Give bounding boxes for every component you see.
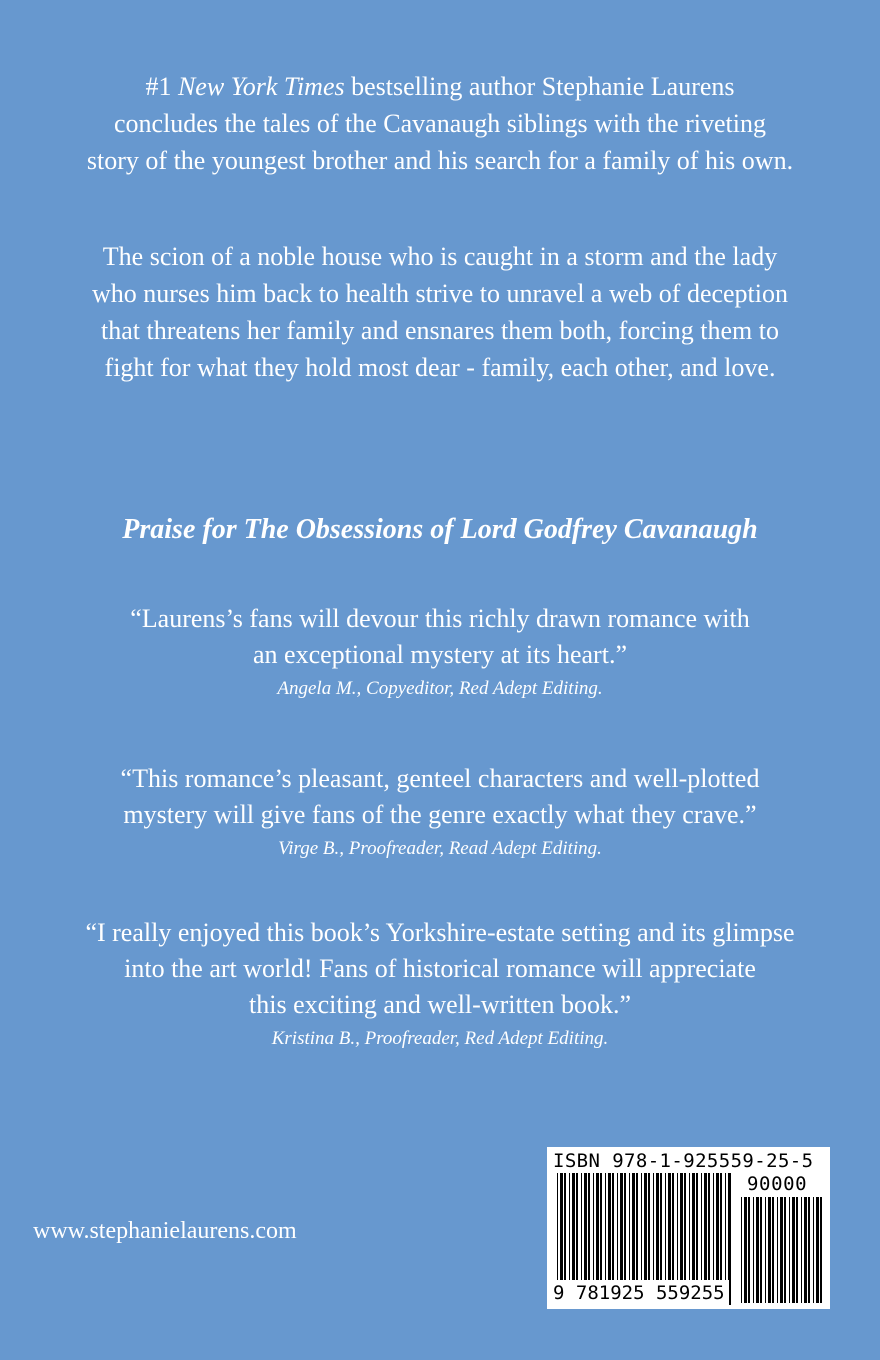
barcode-bar (789, 1197, 790, 1303)
barcode-bar (680, 1173, 683, 1281)
review-1 (20, 601, 860, 704)
blurb-line: story of the youngest brother and his search for a family of his own. (86, 146, 794, 175)
barcode-bar (653, 1173, 654, 1281)
review-2 (20, 761, 860, 864)
barcode-bar (692, 1173, 695, 1281)
barcode-bar (608, 1173, 611, 1281)
barcode-bar (632, 1173, 635, 1281)
barcode-bar (744, 1197, 747, 1303)
barcode-bar (672, 1173, 674, 1281)
review-attribution: Virge B., Proofreader, Read Adept Editing. (278, 838, 602, 859)
barcode-bar (820, 1197, 822, 1303)
barcode-bar (584, 1173, 587, 1281)
barcode-bar (684, 1173, 686, 1281)
barcode-bar (708, 1173, 710, 1281)
blurb-paragraph-1 (30, 68, 850, 179)
barcode-bar (629, 1173, 630, 1281)
barcode-bar (564, 1173, 566, 1281)
barcode-bar (617, 1173, 618, 1281)
barcode-bar (696, 1173, 698, 1281)
barcode-bar (656, 1173, 659, 1281)
blurb-line (30, 68, 850, 105)
barcode-bar (725, 1173, 726, 1281)
barcode-bar (720, 1173, 722, 1281)
barcode-bar (753, 1197, 754, 1303)
newspaper-name: New York Times (177, 72, 345, 101)
barcode-bar (777, 1197, 778, 1303)
barcode-bar (605, 1173, 606, 1281)
barcode-bar (569, 1173, 570, 1281)
barcode-bar (668, 1173, 671, 1281)
review-quote-line: “Laurens’s fans will devour this richly drawn romance with (130, 604, 750, 633)
barcode-bar (596, 1173, 599, 1281)
blurb-line: who nurses him back to health strive to unravel a web of deception (91, 279, 789, 308)
barcode-bar (624, 1173, 626, 1281)
barcode-bar (665, 1173, 666, 1281)
blurb-suffix: bestselling author Stephanie Laurens (344, 72, 735, 101)
barcode-digits: 9 781925 559255 (551, 1280, 729, 1306)
barcode-bar (808, 1197, 810, 1303)
barcode-bar (760, 1197, 762, 1303)
review-quote-line: into the art world! Fans of historical romance will appreciate (124, 954, 756, 983)
review-quote-line: “I really enjoyed this book’s Yorkshire-estate setting and its glimpse (85, 918, 795, 947)
praise-heading: Praise for The Obsessions of Lord Godfrey Cavanaugh (122, 514, 758, 545)
barcode-bar (772, 1197, 774, 1303)
review-attribution: Kristina B., Proofreader, Red Adept Editing. (271, 1028, 609, 1049)
barcode-bar (588, 1173, 590, 1281)
barcode-bar (641, 1173, 642, 1281)
barcode-bar (677, 1173, 678, 1281)
barcode-bar (636, 1173, 638, 1281)
barcode-bar (796, 1197, 798, 1303)
blurb-line: that threatens her family and ensnares them both, forcing them to (101, 316, 779, 345)
barcode-bar (813, 1197, 814, 1303)
barcode-bar (572, 1173, 575, 1281)
barcode-bars-addon (741, 1197, 823, 1303)
barcode-bar (648, 1173, 650, 1281)
review-3 (20, 915, 860, 1054)
isbn-barcode (547, 1147, 830, 1309)
barcode-bar (612, 1173, 614, 1281)
barcode-bar (600, 1173, 602, 1281)
review-quote-line: mystery will give fans of the genre exactly what they crave.” (123, 800, 757, 829)
barcode-bar (784, 1197, 786, 1303)
blurb-line: concludes the tales of the Cavanaugh siblings with the riveting (113, 109, 767, 138)
barcode-bar (768, 1197, 771, 1303)
barcode-bar (716, 1173, 719, 1281)
barcode-bar (689, 1173, 690, 1281)
barcode-bar (593, 1173, 594, 1281)
blurb-prefix: #1 (145, 72, 178, 101)
blurb-line: fight for what they hold most dear - family, each other, and love. (104, 353, 776, 382)
barcode-bar (804, 1197, 807, 1303)
barcode-bar (756, 1197, 759, 1303)
barcode-bar (780, 1197, 783, 1303)
blurb-line: The scion of a noble house who is caught in a storm and the lady (102, 242, 778, 271)
barcode-bar (713, 1173, 714, 1281)
barcode-bar (704, 1173, 707, 1281)
barcode-bar (748, 1197, 750, 1303)
review-quote-line: this exciting and well-written book.” (249, 990, 631, 1019)
barcode-bar (765, 1197, 766, 1303)
barcode-bar (701, 1173, 702, 1281)
price-code: 90000 (747, 1173, 808, 1195)
barcode-bar (801, 1197, 802, 1303)
barcode-bar (792, 1197, 795, 1303)
author-website: www.stephanielaurens.com (33, 1218, 297, 1244)
barcode-bar (816, 1197, 819, 1303)
barcode-bar (660, 1173, 662, 1281)
barcode-bar (581, 1173, 582, 1281)
blurb-paragraph-2 (30, 238, 850, 386)
review-attribution: Angela M., Copyeditor, Red Adept Editing. (277, 678, 603, 699)
barcode-bar (576, 1173, 578, 1281)
barcode-bar (741, 1197, 742, 1303)
isbn-label: ISBN 978-1-925559-25-5 (553, 1150, 814, 1172)
barcode-bar (620, 1173, 623, 1281)
review-quote-line: an exceptional mystery at its heart.” (253, 640, 627, 669)
review-quote-line: “This romance’s pleasant, genteel characters and well-plotted (120, 764, 760, 793)
